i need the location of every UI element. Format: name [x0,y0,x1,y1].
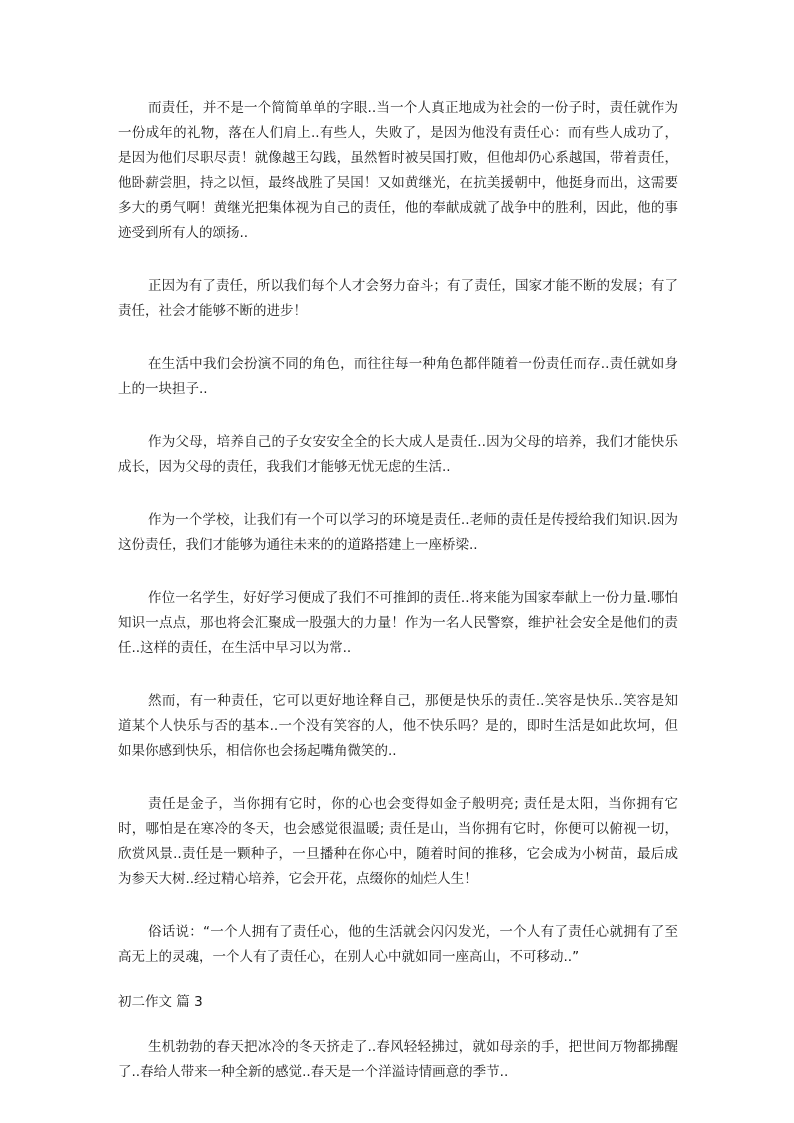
paragraph-school: 作为一个学校，让我们有一个可以学习的环境是责任..老师的责任是传授给我们知识.因为这份责任，我们才能够为通往未来的的道路搭建上一座桥梁.. [118,512,678,553]
paragraph-because-responsibility: 正因为有了责任，所以我们每个人才会努力奋斗；有了责任，国家才能不断的发展；有了责任，社会才能够不断的进步！ [118,278,678,319]
paragraph-student: 作位一名学生，好好学习便成了我们不可推卸的责任..将来能为国家奉献上一份力量.哪怕知识一点点，那也将会汇聚成一股强大的力量！作为一名人民警察，维护社会安全是他们的责任..这样的责任，在生活中早习以为常.. [118,590,678,656]
paragraph-happiness: 然而，有一种责任，它可以更好地诠释自己，那便是快乐的责任..笑容是快乐..笑容是知道某个人快乐与否的基本..一个没有笑容的人，他不快乐吗？是的，即时生活是如此坎坷，但如果你感到快乐，相信你也会扬起嘴角微笑的.. [118,693,678,759]
section-heading: 初二作文 篇 3 [118,994,203,1010]
paragraph-parents: 作为父母，培养自己的子女安安全全的长大成人是责任..因为父母的培养，我们才能快乐成长，因为父母的责任，我我们才能够无忧无虑的生活.. [118,434,678,475]
paragraph-saying: 俗话说：“一个人拥有了责任心，他的生活就会闪闪发光，一个人有了责任心就拥有了至高无上的灵魂，一个人有了责任心，在别人心中就如同一座高山，不可移动..” [118,924,678,965]
paragraph-responsibility-intro: 而责任，并不是一个简简单单的字眼..当一个人真正地成为社会的一份子时，责任就作为一份成年的礼物，落在人们肩上..有些人，失败了，是因为他没有责任心：而有些人成功了，是因为他们尽职尽责！就像越王勾践，虽然暂时被吴国打败，但他却仍心系越国，带着责任，他卧薪尝胆，持之以恒，最终战胜了吴国！又如黄继光，在抗美援朝中，他挺身而出，这需要多大的勇气啊！黄继光把集体视为自己的责任，他的奉献成就了战争中的胜利，因此，他的事迹受到所有人的颂扬.. [118,100,678,241]
paragraph-spring: 生机勃勃的春天把冰冷的冬天挤走了..春风轻轻拂过，就如母亲的手，把世间万物都拂醒了..春给人带来一种全新的感觉..春天是一个洋溢诗情画意的季节.. [118,1039,678,1080]
paragraph-roles: 在生活中我们会扮演不同的角色，而往往每一种角色都伴随着一份责任而存..责任就如身上的一块担子.. [118,356,678,397]
document-body [118,96,678,1113]
paragraph-metaphors: 责任是金子，当你拥有它时，你的心也会变得如金子般明亮; 责任是太阳，当你拥有它时，哪怕是在寒冷的冬天，也会感觉很温暖; 责任是山，当你拥有它时，你便可以俯视一切，欣赏风景..责任是一颗种子，一旦播种在你心中，随着时间的推移，它会成为小树苗，最后成为参天大树..经过精心培养，它会开花，点缀你的灿烂人生！ [118,796,678,887]
